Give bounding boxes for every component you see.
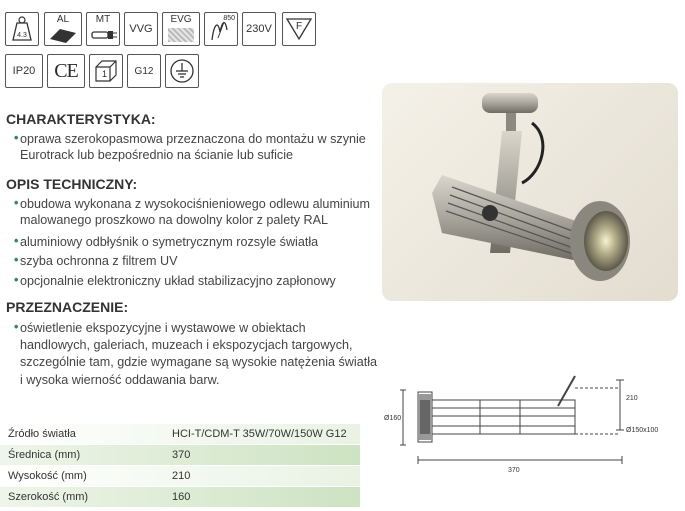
aluminium-label: AL [56,14,70,25]
opis-item [20,212,390,228]
przeznaczenie-item: • oświetlenie ekspozycyjne i wystawowe w obiektach [14,320,306,335]
ce-mark-label: CE [54,59,78,82]
aluminium-icon [44,12,82,46]
weight-value: 4.3 [17,32,27,39]
evg-icon [162,12,200,46]
colour-temperature-value: 850 [223,15,235,22]
heading-charakterystyka: CHARAKTERYSTYKA: [6,111,156,127]
metal-halide-icon [86,12,120,46]
table-value: 160 [172,491,191,503]
przeznaczenie-text: i wysoka wierność oddawania barw. [20,373,220,387]
voltage-icon [242,12,276,46]
evg-label: EVG [170,14,192,25]
przeznaczenie-item [20,354,390,370]
earth-icon [165,54,199,88]
table-label: Źródło światła [8,428,76,440]
opis-item: • szyba ochronna z filtrem UV [14,253,178,268]
product-photo [382,83,678,301]
charakterystyka-text: oprawa szerokopasmowa przeznaczona do montażu w szynie [20,132,366,146]
vvg-icon [124,12,158,46]
ip-rating-label: IP20 [12,65,36,77]
table-value: 370 [172,449,191,461]
drawing-diameter: Ø160 [384,415,402,422]
charakterystyka-item: • oprawa szerokopasmowa przeznaczona do montażu w szynie [14,131,366,146]
charakterystyka-item [20,147,390,163]
drawing-height: 210 [626,395,638,402]
opis-text: obudowa wykonana z wysokociśnieniowego odlewu aluminium [20,197,371,211]
ce-mark-icon [47,54,85,88]
f-mark-label: F [295,21,303,32]
metal-halide-label: MT [95,14,111,25]
protection-class-label: 1 [102,69,108,79]
table-label: Wysokość (mm) [8,470,87,482]
f-mark-icon [282,12,316,46]
przeznaczenie-item [20,337,390,353]
przeznaczenie-text: szczególnie tam, gdzie wymagane są wysokie natężenia światła [20,355,378,369]
protection-class-icon [89,54,123,88]
opis-text: malowanego proszkowo na dowolny kolor z palety RAL [20,213,329,227]
przeznaczenie-text: handlowych, galeriach, muzeach i ekspozycjach targowych, [20,338,353,352]
table-value: HCI-T/CDM-T 35W/70W/150W G12 [172,428,347,440]
colour-temperature-icon [204,12,238,46]
opis-text: opcjonalnie elektroniczny układ stabilizacyjno zapłonowy [20,274,336,288]
table-value: 210 [172,470,191,482]
heading-przeznaczenie: PRZEZNACZENIE: [6,299,129,315]
drawing-base: Ø150x100 [626,427,659,434]
table-row [0,466,360,486]
drawing-length: 370 [508,467,520,474]
socket-icon [127,54,161,88]
weight-icon [5,12,39,46]
socket-label: G12 [134,65,154,77]
opis-item: • opcjonalnie elektroniczny układ stabilizacyjno zapłonowy [14,273,336,288]
table-row [0,487,360,507]
opis-item: • aluminiowy odbłyśnik o symetrycznym rozsyle światła [14,234,319,249]
technical-drawing [380,370,680,480]
opis-text: szyba ochronna z filtrem UV [20,254,178,268]
table-row [0,445,360,465]
przeznaczenie-text: oświetlenie ekspozycyjne i wystawowe w obiektach [20,321,306,335]
opis-text: aluminiowy odbłyśnik o symetrycznym rozsyle światła [20,235,319,249]
table-row [0,424,360,444]
vvg-label: VVG [129,23,153,35]
przeznaczenie-item [20,372,390,388]
opis-item: • obudowa wykonana z wysokociśnieniowego odlewu aluminium [14,196,371,211]
ip-rating-icon [5,54,43,88]
table-label: Średnica (mm) [8,449,81,461]
table-label: Szerokość (mm) [8,491,89,503]
voltage-label: 230V [246,23,272,35]
charakterystyka-text: Eurotrack lub bezpośrednio na ścianie lub suficie [20,148,294,162]
heading-opis-techniczny: OPIS TECHNICZNY: [6,176,138,192]
